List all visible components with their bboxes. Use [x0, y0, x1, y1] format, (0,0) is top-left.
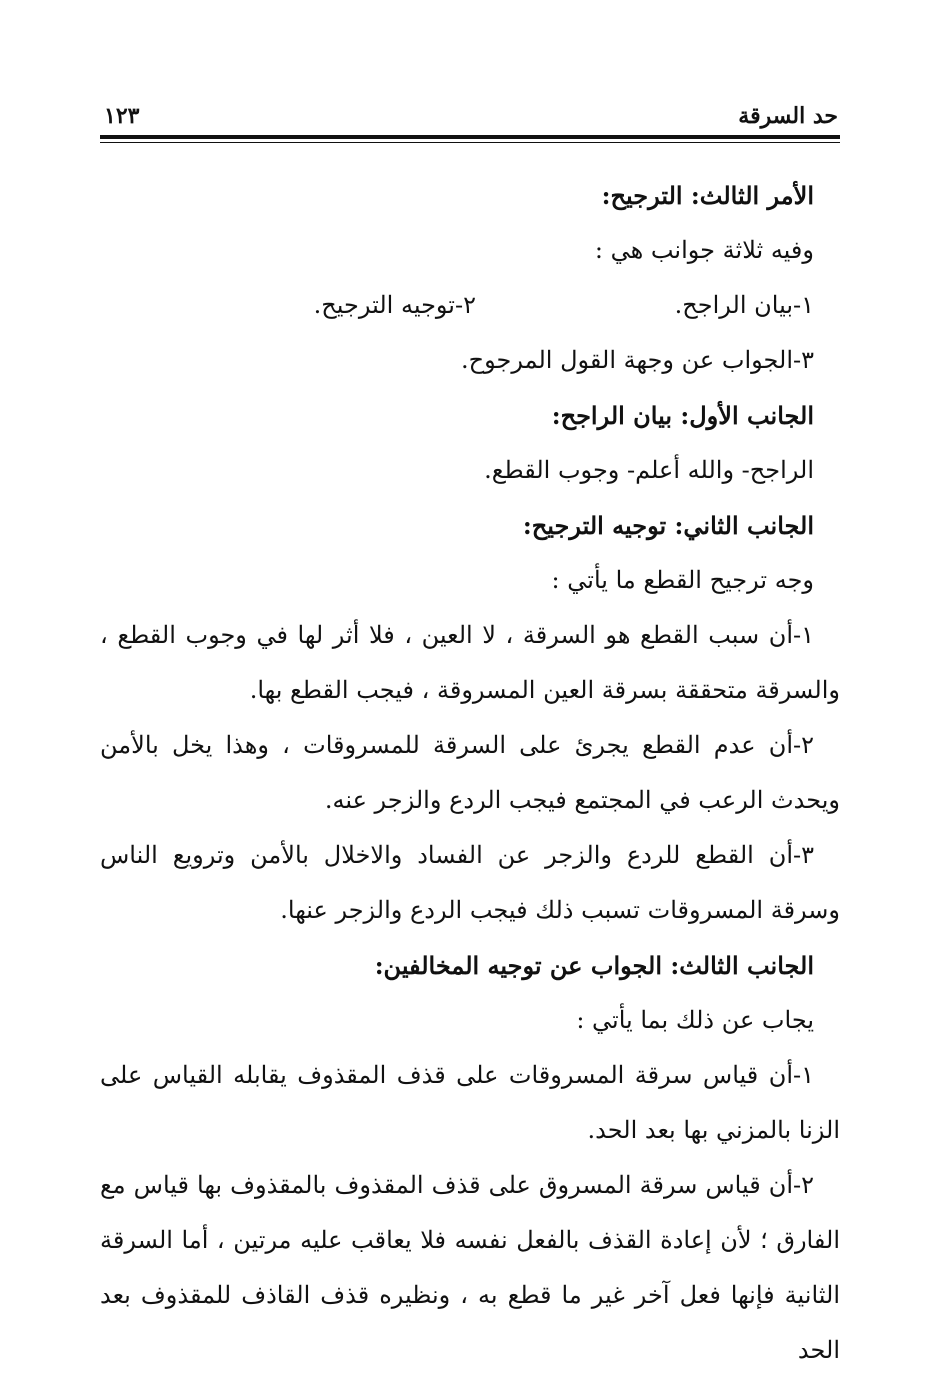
reason-paragraph-1: ١-أن سبب القطع هو السرقة ، لا العين ، فلا أثر لها في وجوب القطع ، والسرقة متحققة بسرقة العين المسروقة ، فيجب القطع بها. [100, 621, 840, 704]
reason-paragraph-3: ٣-أن القطع للردع والزجر عن الفساد والاخلال بالأمن وترويع الناس وسرقة المسروقات تسبب ذلك فيجب الردع والزجر عنها. [100, 841, 840, 924]
section-heading-first-aspect: الجانب الأول: بيان الراجح: [551, 401, 814, 430]
header-rule-thick [100, 135, 840, 139]
justification-intro: وجه ترجيح القطع ما يأتي : [551, 566, 814, 594]
intro-paragraph: وفيه ثلاثة جوانب هي : [594, 236, 814, 264]
header-rule-thin [100, 142, 840, 143]
aspect-item-2: ٢-توجيه الترجيح. [313, 291, 476, 319]
section-heading-third-aspect: الجانب الثالث: الجواب عن توجيه المخالفين: [374, 951, 814, 980]
answer-paragraph-1: ١-أن قياس سرقة المسروقات على قذف المقذوف يقابله القياس على الزنا بالمزني بها بعد الحد. [100, 1061, 840, 1144]
answer-intro: يجاب عن ذلك بما يأتي : [576, 1006, 814, 1034]
aspect-item-3: ٣-الجواب عن وجهة القول المرجوح. [460, 346, 814, 374]
section-heading-second-aspect: الجانب الثاني: توجيه الترجيح: [522, 511, 814, 540]
chapter-title: حد السرقة [738, 103, 838, 129]
preferred-opinion-paragraph: الراجح- والله أعلم- وجوب القطع. [484, 456, 814, 484]
aspect-item-1: ١-بيان الراجح. [674, 291, 814, 319]
aspects-list-row [100, 278, 840, 333]
running-header [100, 100, 844, 140]
page-number: ١٢٣ [104, 103, 140, 129]
page-body [100, 168, 840, 1378]
section-heading-third-matter: الأمر الثالث: الترجيح: [601, 181, 814, 210]
reason-paragraph-2: ٢-أن عدم القطع يجرئ على السرقة للمسروقات ، وهذا يخل بالأمن ويحدث الرعب في المجتمع فيجب الردع والزجر عنه. [100, 731, 840, 814]
answer-paragraph-2: ٢-أن قياس سرقة المسروق على قذف المقذوف بالمقذوف بها قياس مع الفارق ؛ لأن إعادة القذف بالفعل نفسه فلا يعاقب عليه مرتين ، أما السرقة الثانية فإنها فعل آخر غير ما قطع به ، ونظيره قذف القاذف للمقذوف بعد الحد [100, 1171, 840, 1364]
